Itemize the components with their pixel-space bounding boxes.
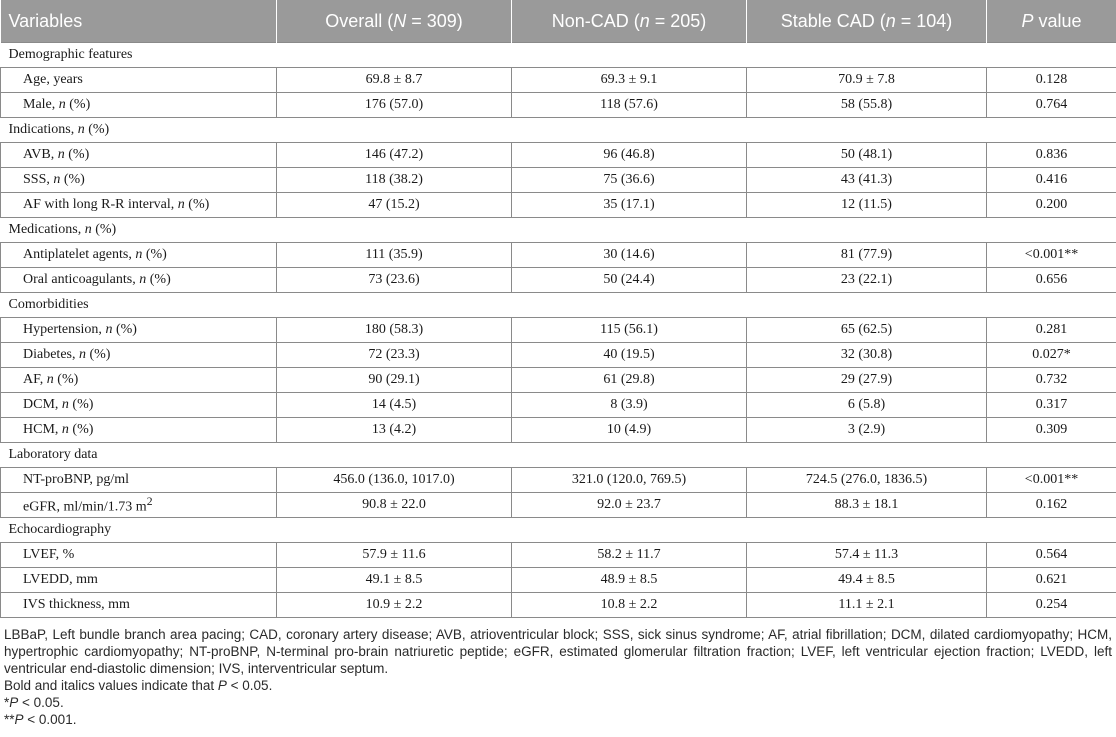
cell-overall: 456.0 (136.0, 1017.0) <box>277 468 512 493</box>
section-title-text: Comorbidities <box>8 297 89 312</box>
variable-label: Age, years <box>23 72 83 87</box>
cell-p-value <box>987 593 1116 618</box>
section-title-text: Demographic features <box>8 47 133 62</box>
cell-variable <box>1 393 277 418</box>
cell-overall: 69.8 ± 8.7 <box>277 68 512 93</box>
variable-label-post: (%) <box>65 97 91 112</box>
table-row <box>1 68 1116 93</box>
header-variables: Variables <box>1 0 277 43</box>
variable-label: HCM, <box>23 422 62 437</box>
variable-label: Male, <box>23 97 59 112</box>
variable-label: Diabetes, <box>23 347 79 362</box>
cell-overall: 47 (15.2) <box>277 193 512 218</box>
table-footnotes <box>0 618 1116 728</box>
cell-noncad: 96 (46.8) <box>512 143 747 168</box>
table-row <box>1 343 1116 368</box>
p-value: 0.656 <box>1035 272 1068 287</box>
header-row <box>1 0 1116 43</box>
header-p-rest: value <box>1033 10 1082 31</box>
header-stable-post: = 104) <box>895 10 953 31</box>
variable-label-italic: n <box>105 322 113 337</box>
variable-label-italic: n <box>46 372 54 387</box>
variable-label-post: (%) <box>68 422 94 437</box>
cell-p-value <box>987 418 1116 443</box>
cell-p-value <box>987 243 1116 268</box>
section-title-text: Laboratory data <box>8 447 98 462</box>
cell-p-value <box>987 568 1116 593</box>
table-row <box>1 243 1116 268</box>
cell-overall: 90.8 ± 22.0 <box>277 493 512 518</box>
cell-noncad: 61 (29.8) <box>512 368 747 393</box>
variable-label-post: (%) <box>184 197 210 212</box>
variable-label: NT-proBNP, pg/ml <box>23 472 130 487</box>
cell-stable-cad: 23 (22.1) <box>747 268 987 293</box>
variable-label: SSS, <box>23 172 54 187</box>
p-value: 0.564 <box>1035 547 1068 562</box>
bold-note-pre: Bold and italics values indicate that <box>4 678 218 693</box>
cell-noncad: 58.2 ± 11.7 <box>512 543 747 568</box>
p-value: 0.162 <box>1035 497 1068 512</box>
p-value: 0.416 <box>1035 172 1068 187</box>
cell-stable-cad: 58 (55.8) <box>747 93 987 118</box>
header-noncad-post: = 205) <box>649 10 707 31</box>
cell-variable <box>1 93 277 118</box>
variable-label-post: (%) <box>64 147 90 162</box>
p-value: 0.836 <box>1035 147 1068 162</box>
double-asterisk-note <box>4 711 1112 728</box>
cell-noncad: 10.8 ± 2.2 <box>512 593 747 618</box>
section-row <box>1 443 1116 468</box>
cell-noncad: 30 (14.6) <box>512 243 747 268</box>
table-body <box>1 43 1116 618</box>
cell-overall: 14 (4.5) <box>277 393 512 418</box>
section-title-italic: n <box>84 222 92 237</box>
table-row <box>1 168 1116 193</box>
cell-stable-cad: 65 (62.5) <box>747 318 987 343</box>
header-overall <box>277 0 512 43</box>
header-overall-n: N <box>393 10 407 31</box>
table-row <box>1 318 1116 343</box>
cell-overall: 180 (58.3) <box>277 318 512 343</box>
variable-label: eGFR, ml/min/1.73 m <box>23 499 147 515</box>
cell-variable <box>1 193 277 218</box>
single-asterisk-p: P <box>9 695 19 710</box>
cell-variable <box>1 568 277 593</box>
double-asterisk-post: < 0.001. <box>23 712 77 727</box>
cell-stable-cad: 43 (41.3) <box>747 168 987 193</box>
p-significance-mark: * <box>1063 347 1071 362</box>
variable-label: Hypertension, <box>23 322 106 337</box>
section-title <box>1 518 1116 543</box>
cell-stable-cad: 81 (77.9) <box>747 243 987 268</box>
cell-noncad: 8 (3.9) <box>512 393 747 418</box>
cell-stable-cad: 57.4 ± 11.3 <box>747 543 987 568</box>
variable-label: DCM, <box>23 397 62 412</box>
cell-noncad: 35 (17.1) <box>512 193 747 218</box>
p-significance-mark: ** <box>1064 247 1079 262</box>
cell-stable-cad: 6 (5.8) <box>747 393 987 418</box>
cell-p-value <box>987 168 1116 193</box>
p-value: <0.001 <box>1024 472 1065 487</box>
bold-note-p: P <box>217 678 227 693</box>
cell-variable <box>1 268 277 293</box>
table-header <box>1 0 1116 43</box>
section-title <box>1 43 1116 68</box>
abbreviations-note: LBBaP, Left bundle branch area pacing; CAD, coronary artery disease; AVB, atrioventricular block; SSS, sick sinus syndrome; AF, atrial fibrillation; DCM, dilated cardiomyopathy; HCM, hypertrophic cardiomyopathy; NT-proBNP, N-terminal pro-brain natriuretic peptide; eGFR, estimated glomerular filtration fraction; LVEF, left ventricular ejection fraction; LVEDD, left ventricular end-diastolic dimension; IVS, interventricular septum. <box>4 627 1112 676</box>
p-value: 0.309 <box>1035 422 1068 437</box>
double-asterisk-mark: ** <box>4 712 15 727</box>
cell-stable-cad: 70.9 ± 7.8 <box>747 68 987 93</box>
table-row <box>1 193 1116 218</box>
variable-label-post: (%) <box>53 372 79 387</box>
section-title-post: (%) <box>84 122 110 137</box>
cell-p-value <box>987 368 1116 393</box>
cell-noncad: 118 (57.6) <box>512 93 747 118</box>
variable-label-italic: n <box>53 172 61 187</box>
cell-variable <box>1 543 277 568</box>
variable-label-italic: n <box>177 197 185 212</box>
header-stable-cad <box>747 0 987 43</box>
cell-variable <box>1 468 277 493</box>
table-row <box>1 568 1116 593</box>
cell-stable-cad: 49.4 ± 8.5 <box>747 568 987 593</box>
cell-overall: 90 (29.1) <box>277 368 512 393</box>
cell-stable-cad: 50 (48.1) <box>747 143 987 168</box>
double-asterisk-p: P <box>14 712 24 727</box>
variable-label-post: (%) <box>146 272 171 287</box>
variable-label: Antiplatelet agents, <box>23 247 136 262</box>
cell-variable <box>1 143 277 168</box>
header-stable-n: n <box>885 10 896 31</box>
header-noncad <box>512 0 747 43</box>
cell-stable-cad: 32 (30.8) <box>747 343 987 368</box>
p-value: 0.254 <box>1035 597 1068 612</box>
cell-overall: 10.9 ± 2.2 <box>277 593 512 618</box>
variable-label-italic: n <box>57 147 65 162</box>
table-row <box>1 468 1116 493</box>
header-overall-post: = 309) <box>406 10 463 31</box>
cell-noncad: 69.3 ± 9.1 <box>512 68 747 93</box>
cell-p-value <box>987 193 1116 218</box>
cell-stable-cad: 29 (27.9) <box>747 368 987 393</box>
table-row <box>1 543 1116 568</box>
section-row <box>1 218 1116 243</box>
variable-label: LVEF, % <box>23 547 75 562</box>
section-title-text: Echocardiography <box>8 522 112 537</box>
table-row <box>1 393 1116 418</box>
cell-p-value <box>987 343 1116 368</box>
section-title <box>1 218 1116 243</box>
section-row <box>1 518 1116 543</box>
variable-label: AF, <box>23 372 47 387</box>
p-value: 0.732 <box>1035 372 1068 387</box>
section-title-italic: n <box>77 122 85 137</box>
cell-overall: 13 (4.2) <box>277 418 512 443</box>
cell-p-value <box>987 393 1116 418</box>
variable-label-post: (%) <box>68 397 94 412</box>
cell-p-value <box>987 543 1116 568</box>
cell-overall: 111 (35.9) <box>277 243 512 268</box>
header-noncad-pre: Non-CAD ( <box>551 10 640 31</box>
section-title-text: Indications, <box>8 122 78 137</box>
cell-overall: 176 (57.0) <box>277 93 512 118</box>
cell-p-value <box>987 143 1116 168</box>
section-title-text: Medications, <box>8 222 85 237</box>
variable-label-post: (%) <box>85 347 111 362</box>
cell-variable <box>1 493 277 518</box>
variable-label-italic: n <box>78 347 86 362</box>
cell-overall: 73 (23.6) <box>277 268 512 293</box>
cell-stable-cad: 3 (2.9) <box>747 418 987 443</box>
cell-variable <box>1 593 277 618</box>
cell-variable <box>1 68 277 93</box>
cell-overall: 57.9 ± 11.6 <box>277 543 512 568</box>
single-asterisk-post: < 0.05. <box>18 695 64 710</box>
cell-noncad: 40 (19.5) <box>512 343 747 368</box>
section-title <box>1 118 1116 143</box>
p-significance-mark: ** <box>1064 472 1079 487</box>
cell-stable-cad: 88.3 ± 18.1 <box>747 493 987 518</box>
cell-noncad: 48.9 ± 8.5 <box>512 568 747 593</box>
cell-noncad: 115 (56.1) <box>512 318 747 343</box>
table-row <box>1 418 1116 443</box>
cell-stable-cad: 12 (11.5) <box>747 193 987 218</box>
cell-p-value <box>987 468 1116 493</box>
cell-variable <box>1 243 277 268</box>
section-row <box>1 43 1116 68</box>
header-p-value <box>987 0 1116 43</box>
cell-variable <box>1 343 277 368</box>
variable-label-italic: n <box>58 97 66 112</box>
table-row <box>1 368 1116 393</box>
cell-noncad: 321.0 (120.0, 769.5) <box>512 468 747 493</box>
cell-p-value <box>987 318 1116 343</box>
cell-stable-cad: 724.5 (276.0, 1836.5) <box>747 468 987 493</box>
p-value: 0.200 <box>1035 197 1068 212</box>
variable-label: AVB, <box>23 147 58 162</box>
p-value: 0.027 <box>1032 347 1064 362</box>
single-asterisk-mark: * <box>4 695 10 710</box>
p-value: 0.621 <box>1035 572 1068 587</box>
variable-label-italic: n <box>61 397 69 412</box>
header-overall-pre: Overall ( <box>325 10 394 31</box>
bold-note-post: < 0.05. <box>226 678 273 693</box>
variable-label: Oral anticoagulants, <box>23 272 140 287</box>
p-value: 0.281 <box>1035 322 1068 337</box>
variable-label-post: (%) <box>142 247 167 262</box>
section-title <box>1 293 1116 318</box>
cell-overall: 49.1 ± 8.5 <box>277 568 512 593</box>
table-row <box>1 268 1116 293</box>
single-asterisk-note <box>4 694 1112 711</box>
cell-stable-cad: 11.1 ± 2.1 <box>747 593 987 618</box>
p-value: 0.128 <box>1035 72 1068 87</box>
variable-label-italic: n <box>61 422 69 437</box>
cell-noncad: 92.0 ± 23.7 <box>512 493 747 518</box>
cell-overall: 72 (23.3) <box>277 343 512 368</box>
section-row <box>1 293 1116 318</box>
p-value: <0.001 <box>1024 247 1065 262</box>
cell-variable <box>1 168 277 193</box>
variable-label-post: (%) <box>60 172 85 187</box>
cell-p-value <box>987 268 1116 293</box>
table-row <box>1 93 1116 118</box>
cell-p-value <box>987 93 1116 118</box>
variable-label-post: (%) <box>112 322 137 337</box>
bold-note <box>4 677 1112 694</box>
header-p-italic: P <box>1021 10 1034 31</box>
cell-overall: 118 (38.2) <box>277 168 512 193</box>
variable-label-italic: n <box>139 272 147 287</box>
cell-noncad: 75 (36.6) <box>512 168 747 193</box>
header-noncad-n: n <box>639 10 650 31</box>
table-row <box>1 143 1116 168</box>
variable-label: AF with long R-R interval, <box>23 197 178 212</box>
cell-variable <box>1 368 277 393</box>
section-title <box>1 443 1116 468</box>
variable-label-italic: n <box>135 247 143 262</box>
table-row <box>1 593 1116 618</box>
variable-label: LVEDD, mm <box>23 572 98 587</box>
cell-variable <box>1 418 277 443</box>
variable-label: IVS thickness, mm <box>23 597 130 612</box>
cell-noncad: 50 (24.4) <box>512 268 747 293</box>
cell-p-value <box>987 68 1116 93</box>
cell-overall: 146 (47.2) <box>277 143 512 168</box>
p-value: 0.317 <box>1035 397 1068 412</box>
section-title-post: (%) <box>91 222 117 237</box>
cell-variable <box>1 318 277 343</box>
cell-p-value <box>987 493 1116 518</box>
table-row <box>1 493 1116 518</box>
header-stable-pre: Stable CAD ( <box>780 10 886 31</box>
section-row <box>1 118 1116 143</box>
p-value: 0.764 <box>1035 97 1068 112</box>
variable-label-sup: 2 <box>146 494 153 508</box>
cell-noncad: 10 (4.9) <box>512 418 747 443</box>
